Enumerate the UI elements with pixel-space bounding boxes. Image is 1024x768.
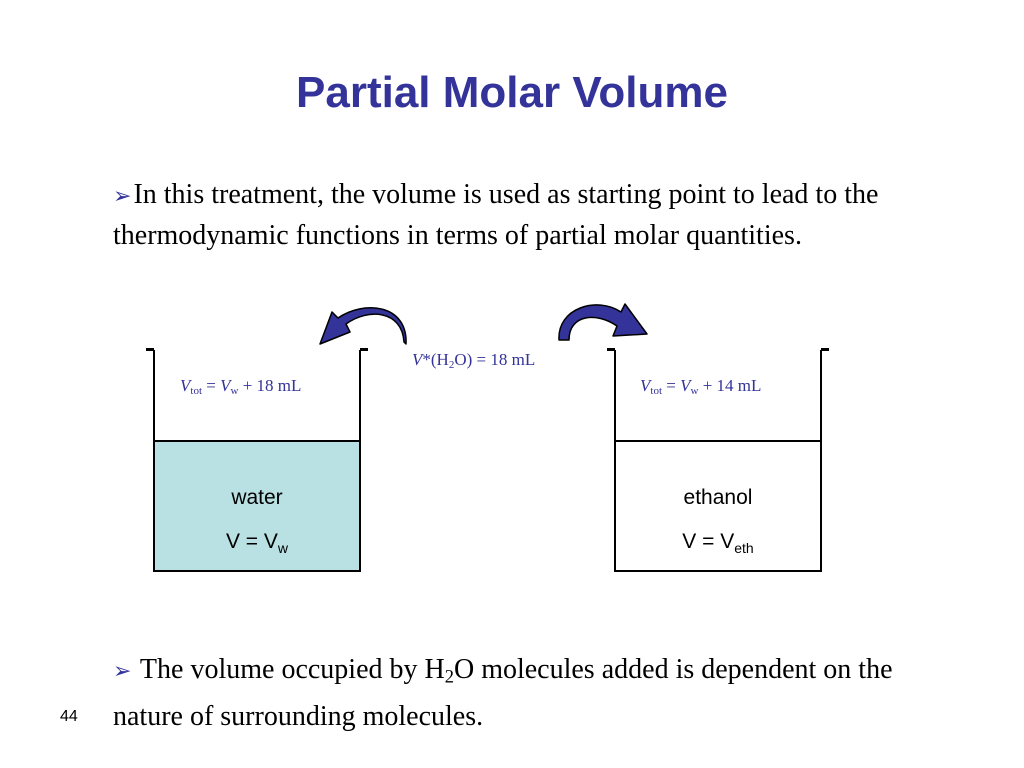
bullet-2-subscript: 2 — [444, 666, 454, 687]
slide-title: Partial Molar Volume — [296, 68, 728, 117]
right-total-equals: = — [662, 376, 681, 395]
left-total-symbol-2: V — [220, 376, 231, 395]
beaker-lip — [146, 348, 154, 351]
bullet-1 — [113, 175, 913, 256]
right-total-sub-2: w — [690, 385, 699, 397]
left-total-sub-2: w — [230, 385, 239, 397]
ethanol-volume-sub: eth — [734, 540, 754, 556]
water-beaker — [153, 350, 361, 572]
right-total-sub: tot — [650, 385, 663, 397]
bullet-2-text-before: The volume occupied by H — [133, 654, 445, 685]
added-volume-suffix: O) = 18 mL — [454, 350, 536, 369]
left-total-end: + 18 mL — [238, 376, 302, 395]
added-volume-symbol: V — [412, 350, 423, 369]
slide-number: 44 — [60, 708, 78, 725]
ethanol-volume-equation — [616, 530, 820, 556]
water-volume-sub: w — [277, 540, 289, 556]
curved-arrow-right-icon — [553, 298, 653, 344]
added-volume-label — [412, 350, 535, 371]
right-total-symbol-2: V — [680, 376, 691, 395]
left-total-equals: = — [202, 376, 221, 395]
ethanol-volume-symbol: V = V — [682, 530, 735, 553]
right-total-symbol: V — [640, 376, 651, 395]
water-label: water — [231, 486, 283, 509]
left-total-symbol: V — [180, 376, 191, 395]
right-total-end: + 14 mL — [698, 376, 762, 395]
added-volume-prefix: *(H — [422, 350, 449, 369]
beaker-lip — [821, 348, 829, 351]
water-liquid — [155, 440, 359, 570]
left-total-sub: tot — [190, 385, 203, 397]
beaker-lip — [360, 348, 368, 351]
arrowhead-bullet-icon: ➢ — [113, 183, 132, 208]
curved-arrow-left-icon — [310, 302, 410, 354]
bullet-2-text-after: O molecules added is dependent on the nature of surrounding molecules. — [113, 654, 893, 732]
bullet-1-text: In this treatment, the volume is used as starting point to lead to the thermodynamic functions in terms of partial molar quantities. — [113, 179, 879, 251]
ethanol-beaker — [614, 350, 822, 572]
water-volume-equation — [155, 530, 359, 556]
added-volume-sub: 2 — [448, 359, 455, 371]
beaker-lip — [607, 348, 615, 351]
water-volume-symbol: V = V — [225, 530, 278, 553]
ethanol-liquid — [616, 440, 820, 570]
ethanol-label: ethanol — [683, 486, 753, 509]
bullet-2 — [113, 650, 913, 737]
arrowhead-bullet-icon: ➢ — [113, 658, 132, 683]
